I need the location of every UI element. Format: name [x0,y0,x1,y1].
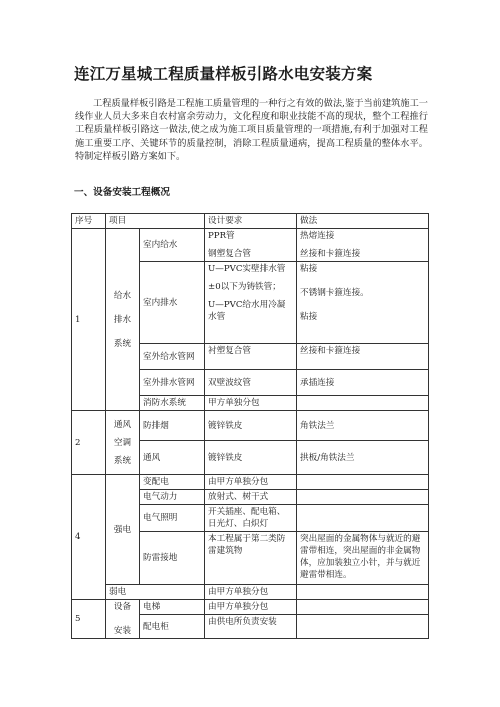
equipment-table [71,213,429,639]
lighting-design: 开关插座、配电箱、日光灯、白炽灯 [205,505,297,532]
category-line: 通风 [113,419,132,430]
header-method: 做法 [297,214,429,229]
weak-current-design: 由甲方单独分包 [205,585,297,600]
outdoor-supply-design: 衬塑复合管 [205,344,297,370]
group-5-no: 5 [72,600,106,639]
ventilation-method: 拱板/角铁法兰 [297,441,429,475]
category-line: 设备 [113,602,132,612]
category-line: 安装 [113,626,132,636]
substation-method [297,475,429,490]
ventilation-design: 镀锌铁皮 [205,441,297,475]
substation-design: 由甲方单独分包 [205,475,297,490]
table-row [72,475,429,490]
weak-current-name: 弱电 [106,585,205,600]
header-design: 设计要求 [205,214,297,229]
fire-system-name: 消防水系统 [140,396,205,411]
weak-current-method [297,585,429,600]
outdoor-supply-name: 室外给水管网 [140,344,205,370]
table-row [72,585,429,600]
outdoor-drain-name: 室外排水管网 [140,370,205,396]
group-4-no: 4 [72,475,106,600]
group-2-category [106,411,140,475]
document-title: 连江万星城工程质量样板引路水电安装方案 [74,65,373,83]
lightning-protection-method: 突出屋面的金属物体与就近的避雷带相连，突出屋面的非金属物体，应加装独立小针，并与就近避雷带相连。 [297,532,429,585]
indoor-drain-design [205,262,297,344]
group-5-category [106,600,140,639]
category-line: 空调 [113,437,132,448]
substation-name: 变配电 [140,475,205,490]
method-line: 粘接 [300,312,318,322]
intro-paragraph: 工程质量样板引路是工程施工质量管理的一种行之有效的做法,鉴于当前建筑施工一线作业人员大多来自农村富余劳动力，文化程度和职业技能不高的现状，整个工程推行工程质量样板引路这一做法,使之成为施工项目质量管理的一项措施,有利于加强对工程施工重要工序、关键环节的质量控制，消除工程质量通病，提高工程质量的整体水平。特制定样板引路方案如下。 [75,98,428,162]
cabinet-design: 由供电所负责安装 [205,615,297,639]
indoor-supply-method [297,229,429,262]
header-item: 项目 [106,214,205,229]
method-line: 粘接 [300,264,318,274]
design-line: U—PVC实壁排水管 [208,264,286,274]
outdoor-drain-method: 承插连接 [297,370,429,396]
lighting-name: 电气照明 [140,505,205,532]
ventilation-name: 通风 [140,441,205,475]
table-header-row [72,214,429,229]
design-line: U—PVC给水用冷凝水管 [208,300,286,322]
smoke-exhaust-design: 镀锌铁皮 [205,411,297,441]
outdoor-drain-design: 双壁波纹管 [205,370,297,396]
power-name: 电气动力 [140,490,205,505]
lightning-protection-design: 本工程属于第二类防雷建筑物 [205,532,297,585]
category-line: 系统 [113,338,132,349]
elevator-name: 电梯 [140,600,205,615]
indoor-drain-method [297,262,429,344]
table-row [72,411,429,441]
fire-system-design: 甲方单独分包 [205,396,297,411]
smoke-exhaust-method: 角铁法兰 [297,411,429,441]
lightning-protection-name: 防雷接地 [140,532,205,585]
group-1-no: 1 [72,229,106,411]
design-line: ±0以下为铸铁管； [208,282,281,292]
section-heading: 一、设备安装工程概况 [74,187,170,198]
method-line: 热熔连接 [300,231,335,241]
power-design: 放射式、树干式 [205,490,297,505]
category-line: 排水 [113,314,132,325]
elevator-design: 由甲方单独分包 [205,600,297,615]
outdoor-supply-method: 丝接和卡箍连接 [297,344,429,370]
lighting-method [297,505,429,532]
table-row [72,600,429,615]
method-line: 丝接和卡箍连接 [300,249,361,259]
group-2-no: 2 [72,411,106,475]
strong-current: 强电 [106,475,140,585]
method-line: 不锈钢卡箍连接。 [300,288,369,298]
group-1-category [106,229,140,411]
category-line: 给水 [113,290,132,301]
design-line: PPR管 [208,231,235,241]
table-row [72,229,429,262]
cabinet-name: 配电柜 [140,615,205,639]
design-line: 钢塑复合管 [208,249,251,259]
indoor-drain-name: 室内排水 [140,262,205,344]
power-method [297,490,429,505]
smoke-exhaust-name: 防排烟 [140,411,205,441]
indoor-supply-design [205,229,297,262]
elevator-method [297,600,429,615]
header-no: 序号 [72,214,106,229]
indoor-supply-name: 室内给水 [140,229,205,262]
cabinet-method [297,615,429,639]
category-line: 系统 [113,455,132,466]
fire-system-method [297,396,429,411]
